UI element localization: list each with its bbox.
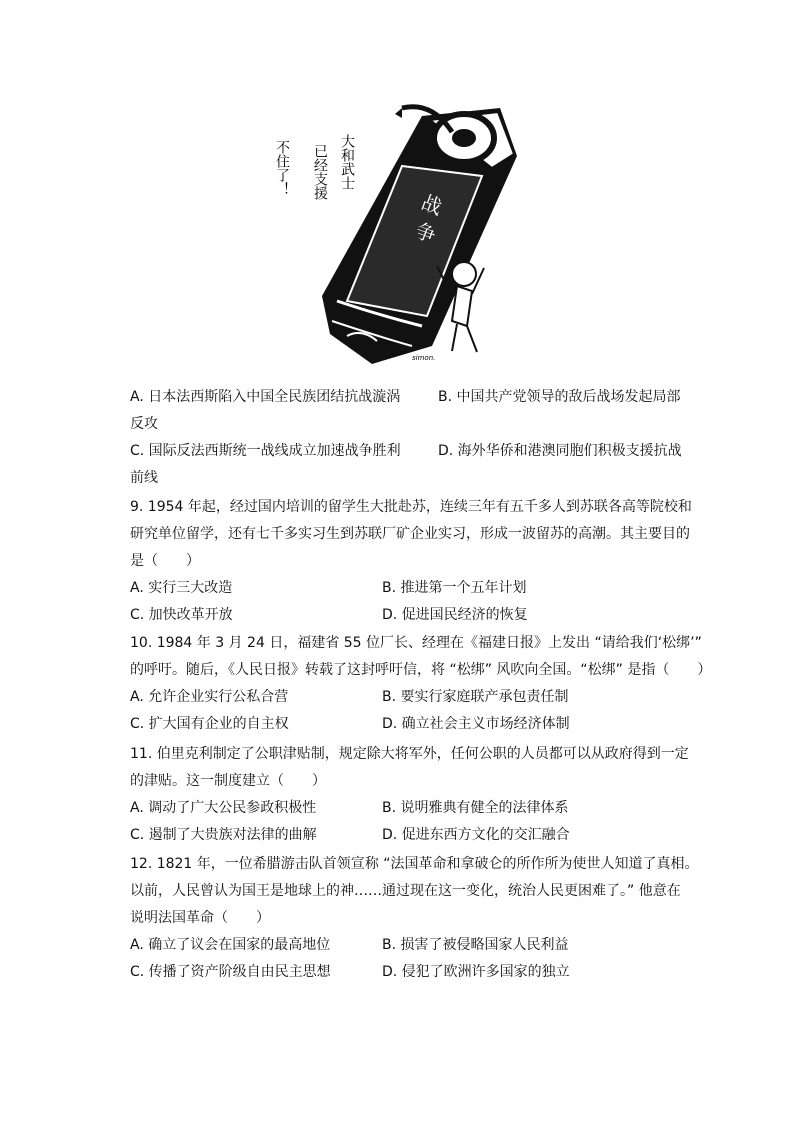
q12-option-a[interactable]: A. 确立了议会在国家的最高地位 [130, 937, 331, 953]
q10-option-c[interactable]: C. 扩大国有企业的自主权 [130, 716, 289, 732]
question-12 [130, 851, 699, 986]
q10-stem-line-2: 的呼吁。随后，《人民日报》转载了这封呼吁信，将 “松绑” 风吹向全国。“松绑” 是指（ ） [130, 662, 712, 678]
q12-stem-line-3: 说明法国革命（ ） [130, 910, 270, 926]
cartoon-signature: simon. [412, 354, 436, 362]
q11-option-d[interactable]: D. 促进东西方文化的交汇融合 [382, 827, 570, 843]
q12-option-d[interactable]: D. 侵犯了欧洲许多国家的独立 [382, 964, 570, 980]
q9-stem-line-2: 研究单位留学，还有七千多实习生到苏联厂矿企业实习，形成一波留苏的高潮。其主要目的 [130, 526, 690, 542]
question-8-options [130, 384, 690, 492]
q9-option-d[interactable]: D. 促进国民经济的恢复 [382, 607, 528, 623]
q10-option-d[interactable]: D. 确立社会主义市场经济体制 [382, 716, 570, 732]
q10-option-b[interactable]: B. 要实行家庭联产承包责任制 [382, 689, 569, 705]
q11-option-a[interactable]: A. 调动了广大公民参政积极性 [130, 800, 317, 816]
q8-option-a[interactable]: A. 日本法西斯陷入中国全民族团结抗战漩涡 [130, 389, 401, 405]
bottle-label-char-2: 争 [412, 218, 440, 248]
q9-option-c[interactable]: C. 加快改革开放 [130, 607, 233, 623]
q12-option-b[interactable]: B. 损害了被侵略国家人民利益 [382, 937, 569, 953]
q9-option-b[interactable]: B. 推进第一个五年计划 [382, 580, 527, 596]
q8-option-c[interactable]: C. 国际反法西斯统一战线成立加速战争胜利 [130, 443, 401, 459]
q9-stem-line-1: 9. 1954 年起，经过国内培训的留学生大批赴苏，连续三年有五千多人到苏联各高等院校和 [130, 499, 692, 515]
q8-option-d-cont: 前线 [130, 470, 158, 486]
q11-option-b[interactable]: B. 说明雅典有健全的法律体系 [382, 800, 569, 816]
q10-stem-line-1: 10. 1984 年 3 月 24 日，福建省 55 位厂长、经理在《福建日报》上发出 “请给我们‘松绑’” [130, 635, 702, 651]
bottle-label-char-1: 战 [418, 190, 446, 220]
war-bottle-cartoon [252, 96, 542, 364]
caption-column-1: 大和武士 [339, 134, 355, 190]
q8-option-b-cont: 反攻 [130, 416, 158, 432]
q10-option-a[interactable]: A. 允许企业实行公私合营 [130, 689, 289, 705]
q9-stem-line-3: 是（ ） [130, 553, 200, 569]
q11-option-c[interactable]: C. 遏制了大贵族对法律的曲解 [130, 827, 317, 843]
q11-stem-line-2: 的津贴。这一制度建立（ ） [130, 773, 326, 789]
caption-column-2: 已经支援 [312, 144, 328, 200]
q9-option-a[interactable]: A. 实行三大改造 [130, 580, 233, 596]
caption-column-3: 不住了！ [274, 140, 290, 196]
question-10 [130, 630, 712, 738]
q12-option-c[interactable]: C. 传播了资产阶级自由民主思想 [130, 964, 331, 980]
q8-option-b[interactable]: B. 中国共产党领导的敌后战场发起局部 [438, 389, 681, 405]
q8-option-d[interactable]: D. 海外华侨和港澳同胞们积极支援抗战 [438, 443, 682, 459]
question-11 [130, 741, 690, 849]
question-9 [130, 494, 690, 629]
q11-stem-line-1: 11. 伯里克利制定了公职津贴制，规定除大将军外，任何公职的人员都可以从政府得到一定 [130, 746, 689, 762]
q12-stem-line-1: 12. 1821 年，一位希腊游击队首领宣称 “法国革命和拿破仑的所作所为使世人知道了真相。 [130, 856, 699, 872]
q12-stem-line-2: 以前，人民曾认为国王是地球上的神……通过现在这一变化，统治人民更困难了。” 他意在 [130, 883, 681, 899]
